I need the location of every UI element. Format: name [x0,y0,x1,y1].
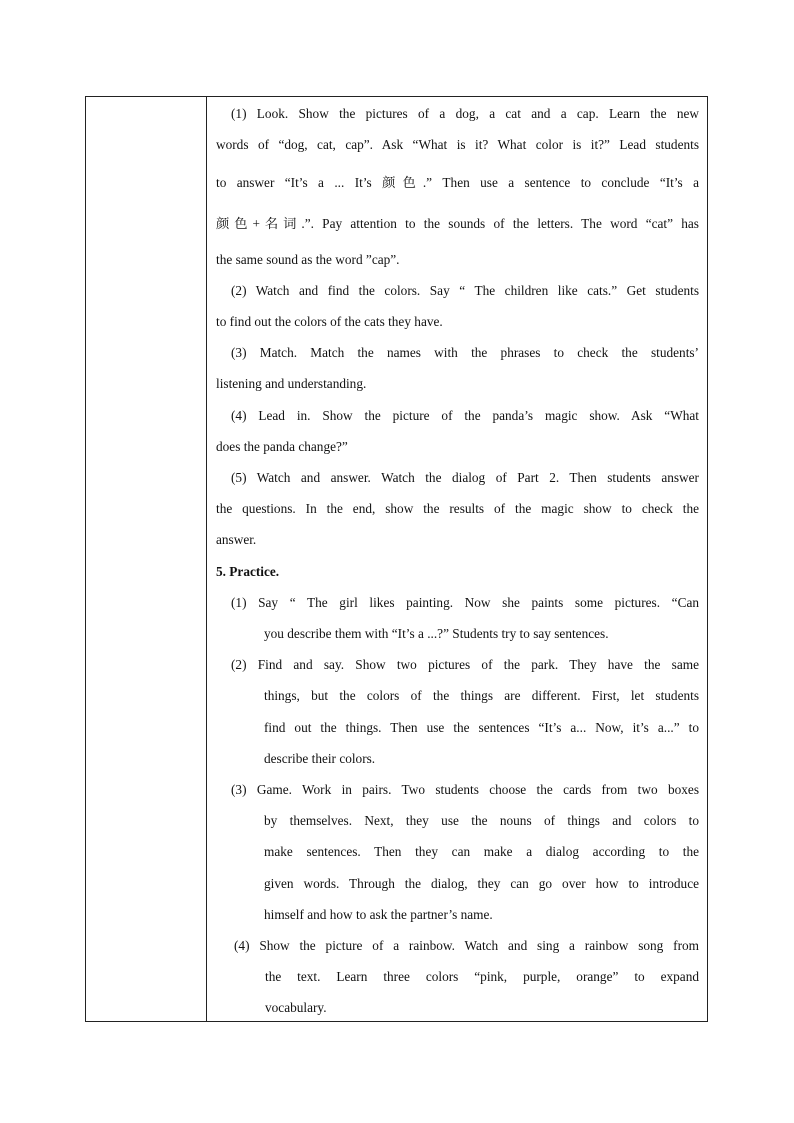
text-line: does the panda change?” [216,439,348,454]
text-line: (1) Say “ The girl likes painting. Now she paints some pictures. “Can [231,595,699,610]
text-line: himself and how to ask the partner’s name. [264,907,493,922]
text-line: listening and understanding. [216,376,367,391]
text-line: (1) Look. Show the pictures of a dog, a cat and a cap. Learn the new [231,106,699,121]
left-column-cell [86,97,207,1021]
text-line: you describe them with “It’s a ...?” Students try to say sentences. [264,626,609,641]
text-line: the questions. In the end, show the results of the magic show to check the [216,501,699,516]
text-line: (2) Find and say. Show two pictures of the park. They have the same [231,657,699,672]
text-line: things, but the colors of the things are different. First, let students [264,688,699,703]
text-line: (2) Watch and find the colors. Say “ The children like cats.” Get students [231,283,699,298]
text-line: (4) Lead in. Show the picture of the panda’s magic show. Ask “What [231,408,699,423]
text-line: to answer “It’s a ... It’s 颜色.” Then use a sentence to conclude “It’s a [216,175,699,190]
text-line: answer. [216,532,257,547]
text-line: describe their colors. [264,751,376,766]
text-line: find out the things. Then use the sentences “It’s a... Now, it’s a...” to [264,720,699,735]
right-column-cell [207,97,707,1021]
text-line: (3) Match. Match the names with the phrases to check the students’ [231,345,699,360]
text-line: words of “dog, cat, cap”. Ask “What is it? What color is it?” Lead students [216,137,699,152]
lesson-table [85,96,708,1022]
text-line: (4) Show the picture of a rainbow. Watch and sing a rainbow song from [234,938,699,953]
section-heading: 5. Practice. [216,564,280,579]
text-line: the same sound as the word ”cap”. [216,252,400,267]
text-line: make sentences. Then they can make a dialog according to the [264,844,699,859]
text-line: given words. Through the dialog, they can go over how to introduce [264,876,699,891]
text-line: vocabulary. [265,1000,327,1015]
text-line: 颜色+名词.”. Pay attention to the sounds of the letters. The word “cat” has [216,216,699,231]
text-line: the text. Learn three colors “pink, purple, orange” to expand [265,969,699,984]
text-line: by themselves. Next, they use the nouns of things and colors to [264,813,699,828]
text-line: to find out the colors of the cats they have. [216,314,443,329]
text-line: (3) Game. Work in pairs. Two students choose the cards from two boxes [231,782,699,797]
text-line: (5) Watch and answer. Watch the dialog of Part 2. Then students answer [231,470,699,485]
